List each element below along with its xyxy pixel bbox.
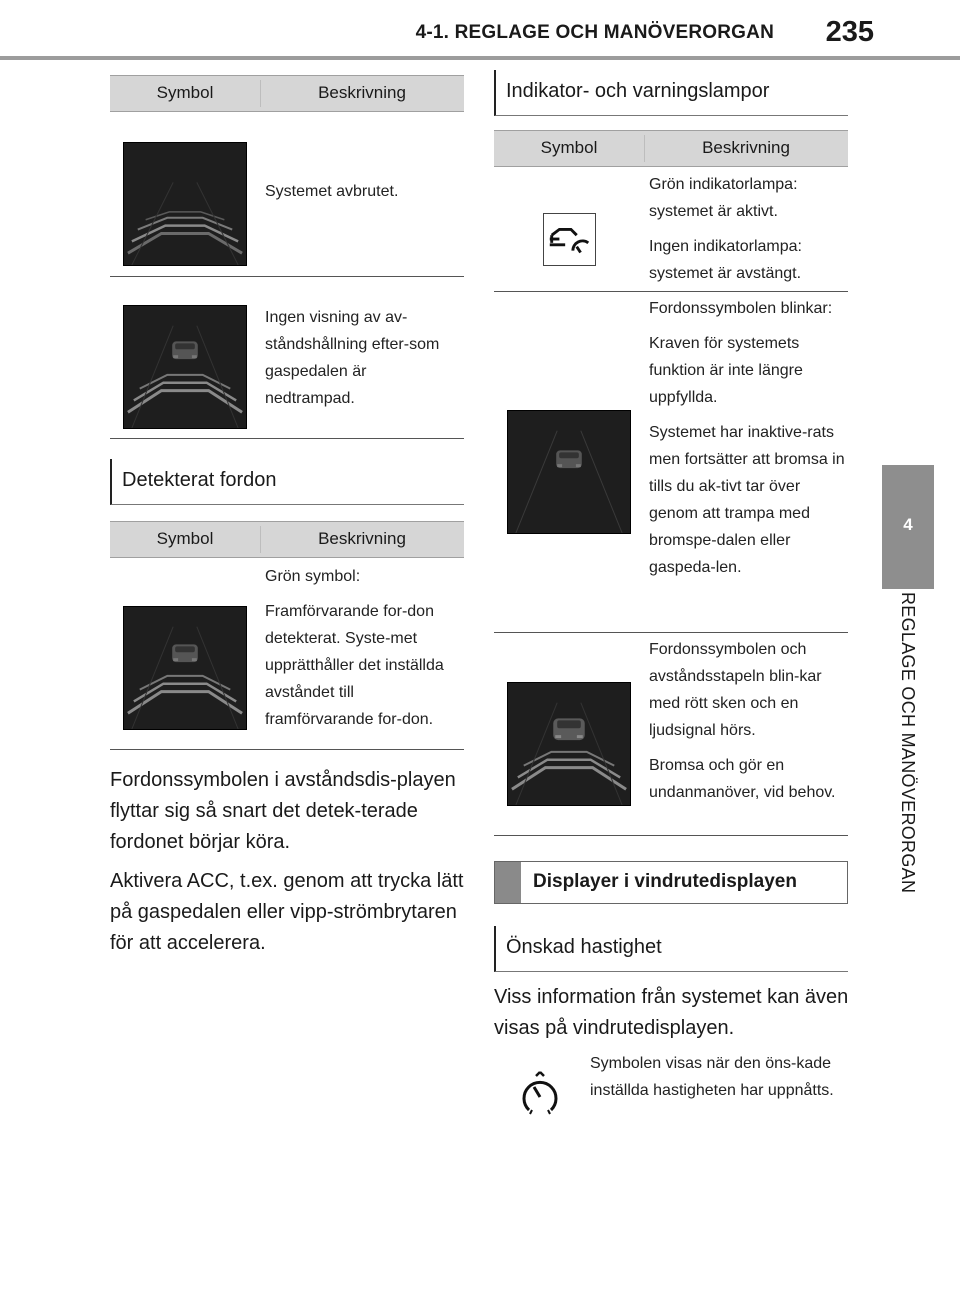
table3-row1-text-1: Grön indikatorlampa: systemet är aktivt. <box>649 176 798 220</box>
acc-detected-vehicle-display <box>123 606 247 730</box>
table2-row1-text-2: Framförvarande for-don detekterat. Syste-met upprätthåller det inställda avståndet till framförvarande for-don. <box>265 603 444 728</box>
right-paragraph-1: Viss information från systemet kan även visas på vindrutedisplayen. <box>494 986 849 1039</box>
chapter-tab-number: 4 <box>903 515 913 534</box>
speed-item-description <box>590 1050 850 1104</box>
table2-row1-description <box>265 563 465 733</box>
subsection-desired-speed <box>494 926 848 972</box>
left-body-text <box>110 765 470 959</box>
page-number: 235 <box>825 16 874 48</box>
table3-row2-text-3: Systemet har inaktive-rats men fortsätter att bromsa in tills du ak-tivt tar över genom att trampa med bromspe-dalen eller gaspeda-len. <box>649 424 845 576</box>
subsection-indicators-title: Indikator- och varningslampor <box>506 80 770 102</box>
chapter-side-label-text: REGLAGE OCH MANÖVERORGAN <box>898 592 918 894</box>
page-header <box>0 0 960 62</box>
speedometer-graphic <box>520 1070 560 1116</box>
left-paragraph-2: Aktivera ACC, t.ex. genom att trycka lätt på gaspedalen eller vipp-strömbrytaren för att accelerera. <box>110 870 464 954</box>
table3-row2-text-1: Fordonssymbolen blinkar: <box>649 300 833 317</box>
table3-header <box>494 130 848 167</box>
table2-col-symbol: Symbol <box>156 529 214 548</box>
table3-row1-divider <box>494 291 848 292</box>
acc-interrupted-graphic <box>124 143 246 265</box>
table2-row1-divider <box>110 749 464 750</box>
table2-row1-text-1: Grön symbol: <box>265 568 361 585</box>
table1-col-symbol: Symbol <box>156 83 214 102</box>
subsection-detected-vehicle-title: Detekterat fordon <box>122 469 277 491</box>
section-hud-marker <box>495 862 521 903</box>
left-paragraph-1: Fordonssymbolen i avståndsdis-playen flyttar sig så snart det detek-terade fordonet börjar köra. <box>110 769 456 853</box>
acc-indicator-lamp-graphic <box>544 214 595 265</box>
acc-vehicle-blinking-graphic <box>508 411 630 533</box>
header-rule <box>0 56 960 60</box>
table3-row3-description <box>649 636 849 806</box>
table3-row2-description <box>649 295 849 581</box>
table1-row1-text: Systemet avbrutet. <box>265 183 399 200</box>
table1-row2-description <box>265 304 455 412</box>
table3-col-symbol: Symbol <box>540 138 598 157</box>
table1-row1-divider <box>110 276 464 277</box>
acc-no-display-car <box>123 305 247 429</box>
acc-collision-warning-display <box>507 682 631 806</box>
subsection-detected-vehicle <box>110 459 464 505</box>
speed-item-text: Symbolen visas när den öns-kade inställda hastigheten har uppnåtts. <box>590 1055 834 1099</box>
right-body-text <box>494 982 854 1044</box>
table3-row1-text-2: Ingen indikatorlampa: systemet är avstängt. <box>649 238 802 282</box>
table3-row3-divider <box>494 835 848 836</box>
table1-row1-description <box>265 178 465 205</box>
table3-row1-description <box>649 171 849 287</box>
table3-row3-text-1: Fordonssymbolen och avståndsstapeln blin-kar med rött sken och en ljudsignal hörs. <box>649 641 822 739</box>
table1-header <box>110 75 464 112</box>
acc-indicator-lamp-icon <box>543 213 596 266</box>
table1-row2-text: Ingen visning av av-ståndshållning efter-som gaspedalen är nedtrampad. <box>265 309 440 407</box>
table3-col-description: Beskrivning <box>702 138 790 157</box>
acc-vehicle-blinking-display <box>507 410 631 534</box>
table1-col-description: Beskrivning <box>318 83 406 102</box>
subsection-desired-speed-title: Önskad hastighet <box>506 936 662 958</box>
acc-interrupted-display <box>123 142 247 266</box>
table2-col-description: Beskrivning <box>318 529 406 548</box>
table2-header <box>110 521 464 558</box>
section-hud-title: Displayer i vindrutedisplayen <box>533 871 797 892</box>
chapter-tab <box>882 465 934 589</box>
acc-detected-vehicle-graphic <box>124 607 246 729</box>
acc-no-display-graphic <box>124 306 246 428</box>
subsection-indicators <box>494 70 848 116</box>
table3-row2-divider <box>494 632 848 633</box>
table3-row3-text-2: Bromsa och gör en undanmanöver, vid behov. <box>649 757 836 801</box>
table1-row2-divider <box>110 438 464 439</box>
speedometer-icon <box>520 1070 560 1116</box>
chapter-title: 4-1. REGLAGE OCH MANÖVERORGAN <box>415 22 774 43</box>
table3-row2-text-2: Kraven för systemets funktion är inte längre uppfyllda. <box>649 335 803 406</box>
section-hud-heading <box>494 861 848 904</box>
acc-collision-warning-graphic <box>508 683 630 805</box>
chapter-side-label <box>877 592 939 932</box>
